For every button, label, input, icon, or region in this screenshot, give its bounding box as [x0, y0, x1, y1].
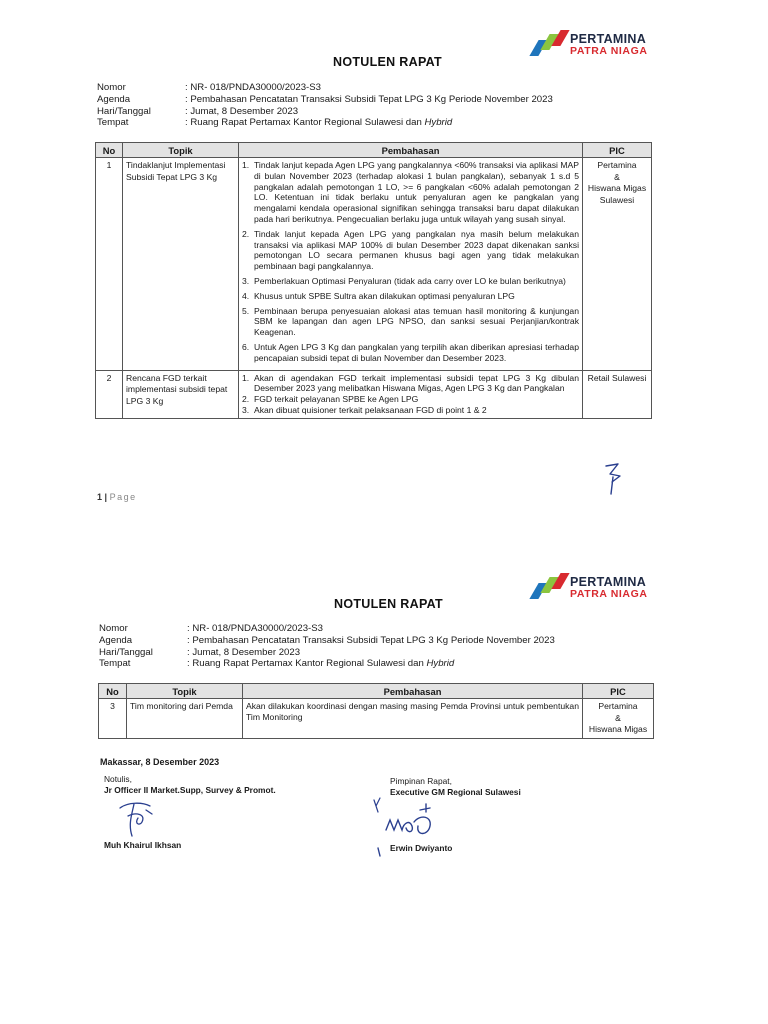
- item-number: 4.: [242, 290, 250, 301]
- item-number: 1.: [242, 160, 250, 170]
- item-text: Untuk Agen LPG 3 Kg dan pangkalan yang terpilih akan diberikan apresiasi terhadap pencapaian subsidi tepat di bulan November dan Desember 2023.: [254, 341, 579, 363]
- document-title: NOTULEN RAPAT: [334, 597, 443, 611]
- list-item: [242, 160, 579, 225]
- row-topik: Tindaklanjut Implementasi Subsidi Tepat LPG 3 Kg: [123, 158, 239, 371]
- table-row: [96, 158, 652, 371]
- header-pembahasan: Pembahasan: [239, 143, 583, 158]
- item-number: 6.: [242, 341, 250, 352]
- pic-line: Hiswana Migas: [587, 183, 647, 194]
- meeting-meta: [97, 82, 553, 129]
- item-text: Akan di agendakan FGD terkait implementasi subsidi tepat LPG 3 Kg dibulan Desember 2023 yang melibatkan Hiswana Migas, Agen LPG 3 Kg dan Pangkalan: [254, 372, 579, 394]
- signatory-role: Pimpinan Rapat,: [390, 776, 452, 786]
- meta-row-hari: [97, 106, 553, 118]
- item-number: 5.: [242, 305, 250, 316]
- pic-line: &: [615, 712, 621, 723]
- signatory-position: Jr Officer II Market.Supp, Survey & Promot.: [104, 785, 276, 795]
- minutes-table-page1: [95, 142, 652, 419]
- header-topik: Topik: [127, 684, 243, 699]
- list-item: [242, 229, 579, 272]
- pic-line: Pertamina: [597, 160, 637, 170]
- row-pembahasan: Akan dilakukan koordinasi dengan masing masing Pemda Provinsi untuk pembentukan Tim Monitoring: [243, 699, 583, 739]
- item-text: FGD terkait pelayanan SPBE ke Agen LPG: [254, 394, 419, 405]
- item-number: 1.: [242, 372, 250, 383]
- meta-label: Nomor: [97, 82, 126, 93]
- meta-row-nomor: [97, 82, 553, 94]
- brand-name: PERTAMINA: [570, 32, 647, 46]
- item-number: 3.: [242, 275, 250, 286]
- row-pic: [583, 699, 654, 739]
- paraf-initial: [600, 462, 630, 496]
- meeting-meta: [99, 623, 555, 670]
- meta-value: : NR- 018/PNDA30000/2023-S3: [187, 623, 323, 634]
- pertamina-logo: [530, 30, 648, 60]
- meta-row-nomor: [99, 623, 555, 635]
- meta-value-italic: Hybrid: [426, 658, 455, 670]
- meta-label: Hari/Tanggal: [99, 646, 153, 658]
- pic-line: Hiswana Migas: [588, 724, 648, 735]
- item-text: Pembinaan berupa penyesuaian alokasi atas temuan hasil monitoring & kunjungan SBM ke lapangan dan agen LPG NPSO, dan sanksi sesuai Perjanjian/kontrak Keagenan.: [254, 305, 579, 338]
- table-row: [96, 370, 652, 418]
- item-text: Tindak lanjut kepada Agen LPG yang pangkalannya <60% transaksi via aplikasi MAP di bulan November 2023 (terhadap alokasi 1 bulan pangkalan), sebanyak 1 s.d 5 pangkalan adalah pemotongan 1 LO, >= 6 pangkalan <60% adalah pemotongan 2 LO. Ketentuan ini tidak berlaku untuk penyaluran agen ke pangkalan yang mengalami kendala operasional signifikan sehingga transaksi baru dapat dilakukan pada hari berikutnya. Pengecualian berlaku juga untuk wilayah yang susah sinyal.: [254, 160, 579, 224]
- item-text: Pemberlakuan Optimasi Penyaluran (tidak ada carry over LO ke bulan berikutnya): [254, 275, 566, 286]
- brand-sub: PATRA NIAGA: [570, 588, 648, 600]
- row-pembahasan: [239, 370, 583, 418]
- item-text: Akan dibuat quisioner terkait pelaksanaan FGD di point 1 & 2: [254, 404, 487, 415]
- signatory-left: [104, 774, 276, 796]
- meta-label: Agenda: [99, 634, 133, 646]
- meta-label: Hari/Tanggal: [97, 105, 151, 117]
- row-pic: [583, 158, 652, 371]
- page-number-value: 1: [97, 492, 103, 502]
- pic-line: &: [614, 171, 620, 182]
- list-item: [242, 276, 579, 287]
- item-number: 3.: [242, 404, 250, 415]
- header-no: No: [96, 143, 123, 158]
- brand-sub: PATRA NIAGA: [570, 45, 648, 57]
- list-item: [242, 373, 579, 395]
- minutes-table-page2: [98, 683, 654, 739]
- header-pic: PIC: [583, 684, 654, 699]
- header-no: No: [99, 684, 127, 699]
- page-2: [0, 560, 768, 1024]
- row-topik: Rencana FGD terkait implementasi subsidi tepat LPG 3 Kg: [123, 370, 239, 418]
- item-text: Khusus untuk SPBE Sultra akan dilakukan optimasi penyaluran LPG: [254, 290, 515, 301]
- signatory-role: Notulis,: [104, 774, 132, 784]
- meta-value: : Ruang Rapat Pertamax Kantor Regional Sulawesi dan: [185, 117, 422, 129]
- page-number: [97, 492, 137, 502]
- signatory-right-name: Erwin Dwiyanto: [390, 843, 453, 853]
- document-title: NOTULEN RAPAT: [333, 55, 442, 69]
- pic-line: Pertamina: [598, 701, 638, 711]
- pic-line: Sulawesi: [599, 194, 635, 205]
- meta-label: Tempat: [97, 117, 129, 129]
- meta-value: : Pembahasan Pencatatan Transaksi Subsidi Tepat LPG 3 Kg Periode November 2023: [185, 93, 553, 105]
- signature-left: [112, 794, 162, 842]
- meta-row-agenda: [97, 94, 553, 106]
- meta-value-italic: Hybrid: [424, 117, 453, 129]
- list-item: [242, 394, 579, 405]
- page-1: [0, 0, 768, 510]
- signatory-left-name: Muh Khairul Ikhsan: [104, 840, 182, 850]
- row-pembahasan: [239, 158, 583, 371]
- meta-label: Nomor: [99, 623, 128, 634]
- table-row: [99, 699, 654, 739]
- header-pic: PIC: [583, 143, 652, 158]
- list-item: [242, 291, 579, 302]
- page-number-word: Page: [109, 492, 137, 502]
- meta-row-agenda: [99, 635, 555, 647]
- meta-row-hari: [99, 647, 555, 659]
- row-no: 1: [96, 158, 123, 371]
- pic-line: Retail Sulawesi: [587, 372, 647, 383]
- list-item: [242, 306, 579, 338]
- list-item: [242, 342, 579, 364]
- pertamina-logo: [530, 573, 648, 603]
- pertamina-logo-icon: [530, 30, 566, 60]
- row-no: 3: [99, 699, 127, 739]
- brand-name: PERTAMINA: [570, 575, 647, 589]
- meta-value: : Jumat, 8 Desember 2023: [187, 646, 301, 658]
- place-date: Makassar, 8 Desember 2023: [100, 757, 220, 767]
- meta-row-tempat: [99, 658, 555, 670]
- meta-value: : NR- 018/PNDA30000/2023-S3: [185, 82, 321, 93]
- header-pembahasan: Pembahasan: [243, 684, 583, 699]
- page-number-separator: |: [104, 492, 108, 502]
- row-topik: Tim monitoring dari Pemda: [127, 699, 243, 739]
- list-item: [242, 405, 579, 416]
- meta-label: Agenda: [97, 93, 131, 105]
- signatory-position: Executive GM Regional Sulawesi: [390, 787, 521, 797]
- header-topik: Topik: [123, 143, 239, 158]
- pertamina-logo-icon: [530, 573, 566, 603]
- item-text: Tindak lanjut kepada Agen LPG yang pangkalan nya masih belum melakukan transaksi via aplikasi MAP 100% di bulan Desember 2023 dapat dikenakan sanksi pemotongan LO secara permanen khusus bagi agen yang tidak melakukan pembinaan bagi pangkalannya.: [254, 228, 579, 272]
- item-number: 2.: [242, 394, 250, 405]
- meta-row-tempat: [97, 117, 553, 129]
- item-number: 2.: [242, 228, 250, 239]
- meta-value: : Jumat, 8 Desember 2023: [185, 105, 299, 117]
- meta-label: Tempat: [99, 658, 131, 670]
- meta-value: : Pembahasan Pencatatan Transaksi Subsidi Tepat LPG 3 Kg Periode November 2023: [187, 634, 555, 646]
- row-no: 2: [96, 370, 123, 418]
- row-pic: [583, 370, 652, 418]
- meta-value: : Ruang Rapat Pertamax Kantor Regional Sulawesi dan: [187, 658, 424, 670]
